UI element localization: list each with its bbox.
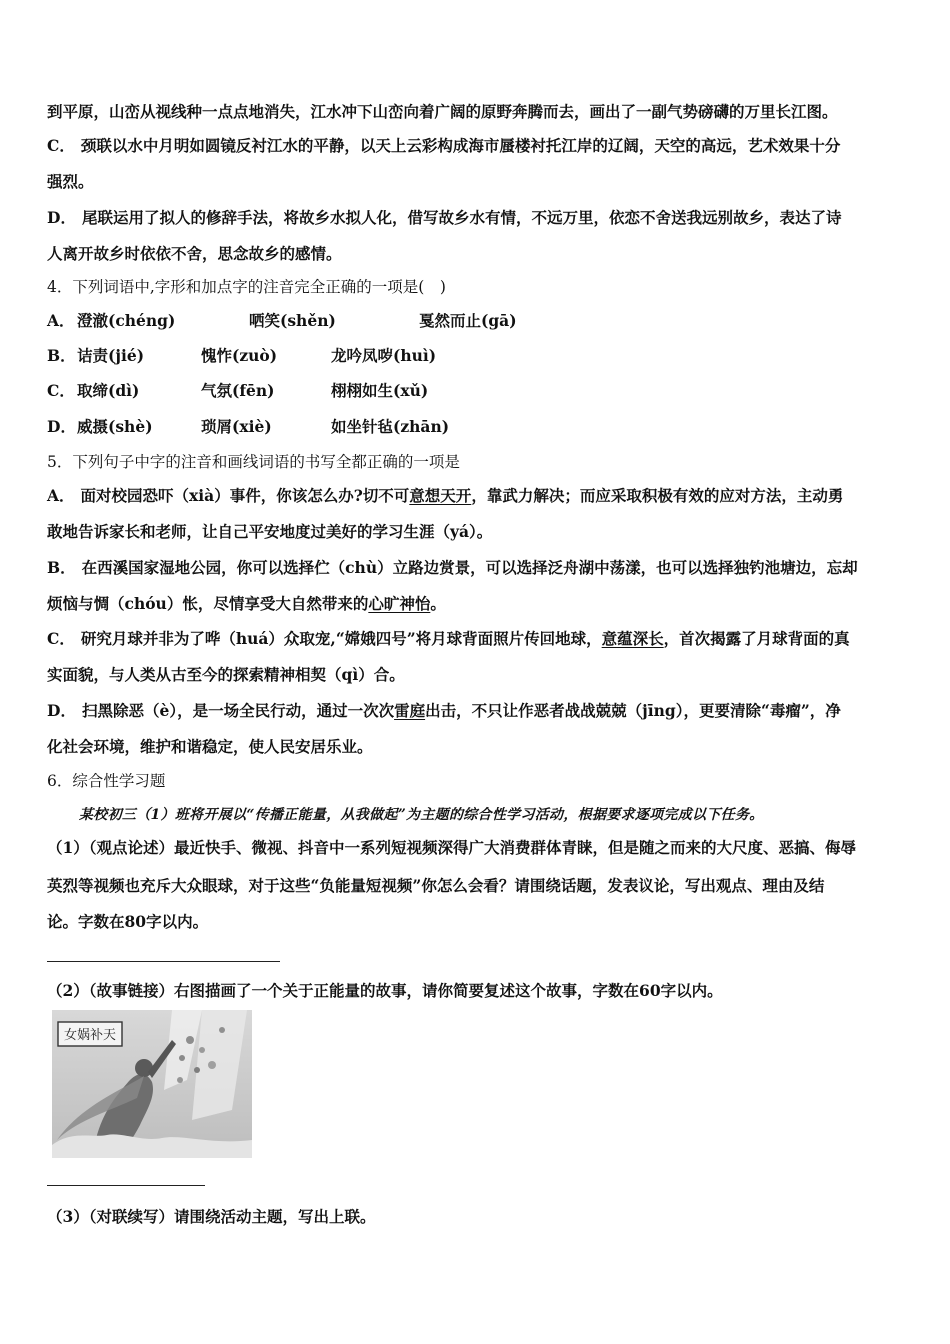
q4-option-c-label: C．	[47, 381, 75, 400]
question-4-stem	[47, 277, 446, 297]
q4-option-a-word-1: 澄澈(chéng)	[77, 311, 176, 330]
q4-option-d-word-2: 琐屑(xiè)	[201, 417, 272, 436]
q5-option-a-line1	[47, 486, 843, 506]
prev-option-c-line2	[47, 172, 94, 192]
q5-option-d-line1	[47, 701, 841, 721]
text-line-continuation	[47, 102, 838, 122]
nuwa-illustration	[52, 1010, 252, 1158]
q5-option-a-text-cont: 敢地告诉家长和老师，让自己平安地度过美好的学习生涯（yá）。	[47, 522, 493, 541]
q5-option-c-underlined: 意蕴深长	[601, 629, 664, 648]
q5-option-b-underlined: 心旷神怡	[368, 594, 431, 613]
q5-option-a-line2	[47, 522, 492, 542]
nuwa-illustration-svg	[52, 1010, 252, 1158]
q6-part2	[47, 981, 723, 1001]
q5-option-a-text-1: 面对校园恐吓（xià）事件，你该怎么办?切不可	[80, 486, 410, 505]
q4-option-c-word-1: 取缔(dì)	[77, 381, 140, 400]
option-c-text-cont: 强烈。	[47, 172, 94, 191]
q5-option-c-line1	[47, 629, 850, 649]
q5-option-c-line2	[47, 665, 405, 685]
q4-option-d-label: D．	[47, 417, 76, 436]
q4-option-b-word-1: 诘责(jié)	[77, 346, 145, 365]
q6-part1-text-cont: 英烈等视频也充斥大众眼球，对于这些“负能量短视频”你怎么会看？请围绕话题，发表议论，写出观点、理由及结	[47, 876, 825, 895]
q6-intro-text: 某校初三（1）班将开展以“传播正能量，从我做起”为主题的综合性学习活动，根据要求逐项完成以下任务。	[79, 807, 764, 823]
q6-part1-text-end: 论。字数在80字以内。	[47, 912, 209, 931]
question-4-option-c	[47, 381, 428, 401]
option-d-text-cont: 人离开故乡时依依不舍，思念故乡的感情。	[47, 244, 342, 263]
q5-option-d-text-2: 出击，不只让作恶者战战兢兢（jīng），更要清除“毒瘤”，净	[425, 701, 841, 720]
answer-blank-line-1[interactable]	[47, 961, 280, 962]
continuation-text: 到平原，山峦从视线种一点点地消失，江水冲下山峦向着广阔的原野奔腾而去，画出了一副气势磅礴的万里长江图。	[47, 102, 838, 121]
q6-part2-text: （2）（故事链接）右图描画了一个关于正能量的故事，请你简要复述这个故事，字数在60字以内。	[47, 981, 723, 1000]
q4-option-a-label: A．	[47, 311, 75, 330]
q5-option-a-label: A．	[47, 486, 75, 505]
q6-part1-text: （1）（观点论述）最近快手、微视、抖音中一系列短视频深得广大消费群体青睐，但是随之而来的大尺度、恶搞、侮辱	[47, 838, 857, 857]
q5-option-d-text-cont: 化社会环境，维护和谐稳定，使人民安居乐业。	[47, 737, 373, 756]
question-6-stem	[47, 771, 165, 791]
option-d-text: 尾联运用了拟人的修辞手法，将故乡水拟人化，借写故乡水有情，不远万里，依恋不舍送我远别故乡，表达了诗	[81, 208, 842, 227]
q4-option-c-word-2: 气氛(fēn)	[201, 381, 275, 400]
illustration-caption: 女娲补天	[63, 1028, 117, 1043]
q5-option-b-text: 在西溪国家湿地公园，你可以选择伫（chù）立路边赏景，可以选择泛舟湖中荡漾，也可以选择独钓池塘边，忘却	[81, 558, 858, 577]
answer-blank-line-2[interactable]	[47, 1185, 205, 1186]
question-4-option-a	[47, 311, 517, 331]
q5-option-c-label: C．	[47, 629, 75, 648]
q5-option-d-label: D．	[47, 701, 76, 720]
q5-option-b-label: B．	[47, 558, 76, 577]
prev-option-d-line1	[47, 208, 841, 228]
option-label-d: D．	[47, 208, 76, 227]
q4-option-a-word-3: 戛然而止(gā)	[419, 311, 517, 330]
q4-option-b-word-3: 龙吟凤哕(huì)	[331, 346, 437, 365]
question-5-stem	[47, 452, 460, 472]
q5-option-b-text-cont: 烦恼与惆（chóu）怅，尽情享受大自然带来的	[47, 594, 369, 613]
q5-option-b-line2	[47, 594, 446, 614]
q5-option-d-line2	[47, 737, 373, 757]
q5-option-a-text-2: ，靠武力解决；而应采取积极有效的应对方法，主动勇	[471, 486, 844, 505]
q6-part1-line3	[47, 912, 208, 932]
question-6-text: 6．综合性学习题	[47, 772, 166, 790]
q6-intro	[79, 805, 764, 825]
q6-part3	[47, 1207, 376, 1227]
question-5-text: 5．下列句子中字的注音和画线词语的书写全都正确的一项是	[47, 453, 460, 471]
q6-part1-line2	[47, 876, 824, 896]
option-c-text: 颈联以水中月明如圆镜反衬江水的平静，以天上云彩构成海市蜃楼衬托江岸的辽阔，天空的高远，艺术效果十分	[80, 136, 841, 155]
q5-option-c-text-1: 研究月球并非为了哗（huá）众取宠,“嫦娥四号”将月球背面照片传回地球，	[80, 629, 602, 648]
q5-option-b-text-end: 。	[430, 594, 446, 613]
q5-option-d-text-1: 扫黑除恶（è），是一场全民行动，通过一次次	[81, 701, 395, 720]
question-4-option-d	[47, 417, 449, 437]
q6-part1-line1	[47, 838, 856, 858]
q4-option-d-word-1: 威摄(shè)	[77, 417, 153, 436]
q4-option-b-word-2: 愧怍(zuò)	[201, 346, 278, 365]
q4-option-d-word-3: 如坐针毡(zhān)	[331, 417, 450, 436]
option-label-c: C．	[47, 136, 75, 155]
q5-option-c-text-cont: 实面貌，与人类从古至今的探索精神相契（qì）合。	[47, 665, 405, 684]
q5-option-b-line1	[47, 558, 858, 578]
question-4-option-b	[47, 346, 436, 366]
prev-option-c-line1	[47, 136, 840, 156]
q4-option-c-word-3: 栩栩如生(xǔ)	[331, 381, 429, 400]
q6-part3-text: （3）（对联续写）请围绕活动主题，写出上联。	[47, 1207, 376, 1226]
q4-option-a-word-2: 哂笑(shěn)	[249, 311, 336, 330]
q5-option-c-text-2: ，首次揭露了月球背面的真	[663, 629, 850, 648]
q5-option-d-underlined: 雷庭	[394, 701, 426, 720]
q5-option-a-underlined: 意想天开	[409, 486, 472, 505]
q4-option-b-label: B．	[47, 346, 76, 365]
question-4-text: 4．下列词语中,字形和加点字的注音完全正确的一项是( )	[47, 278, 446, 296]
prev-option-d-line2	[47, 244, 342, 264]
